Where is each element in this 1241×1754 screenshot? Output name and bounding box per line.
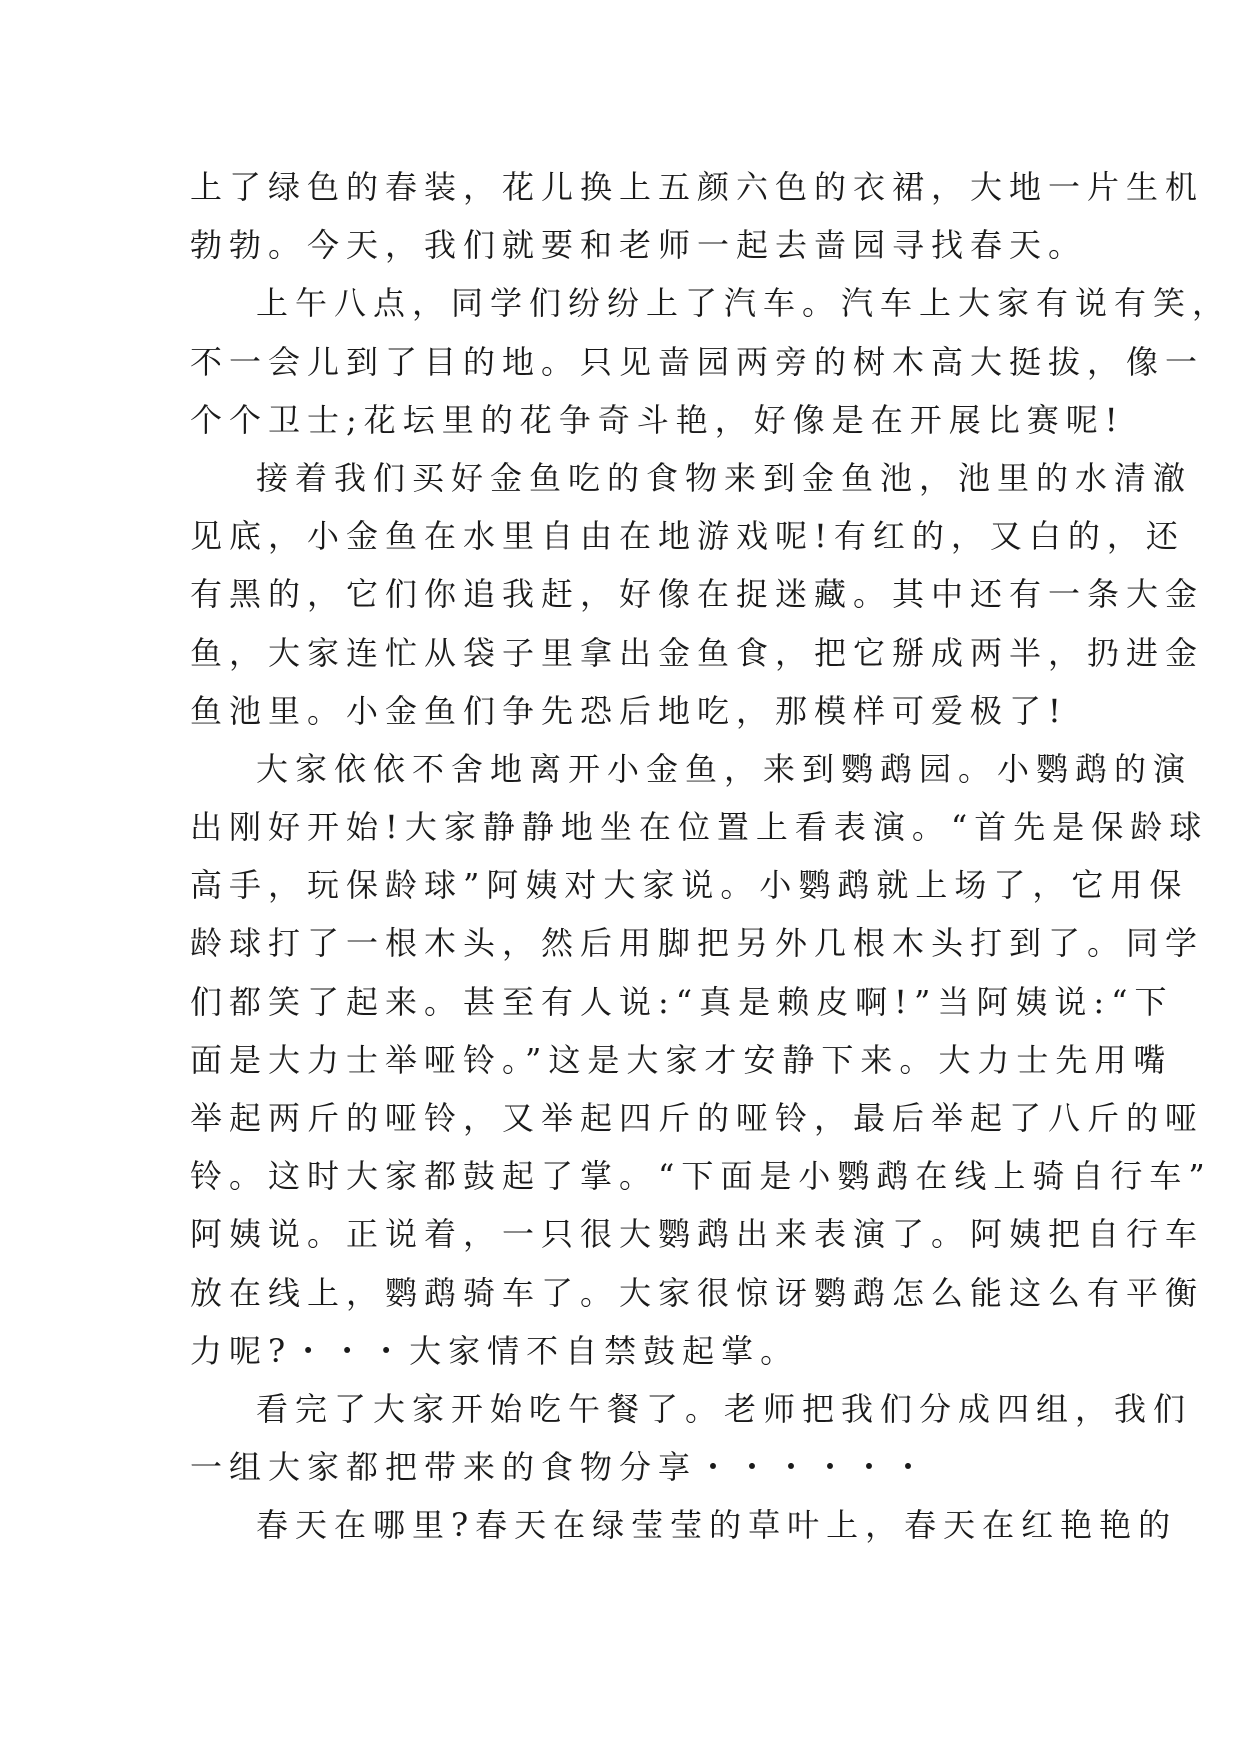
essay-body: [190, 158, 1232, 1555]
text-line: 高手，玩保龄球”阿姨对大家说。小鹦鹉就上场了，它用保: [190, 866, 1189, 905]
text-line: 力呢?・・・大家情不自禁鼓起掌。: [190, 1331, 800, 1370]
paragraph-start-line: 春天在哪里?春天在绿莹莹的草叶上，春天在红艳艳的: [256, 1506, 1178, 1545]
text-line: 们都笑了起来。甚至有人说:“真是赖皮啊!”当阿姨说:“下: [190, 982, 1174, 1021]
text-line: 放在线上，鹦鹉骑车了。大家很惊讶鹦鹉怎么能这么有平衡: [190, 1273, 1205, 1312]
text-line: 面是大力士举哑铃。”这是大家才安静下来。大力士先用嘴: [190, 1040, 1173, 1079]
text-line: 一组大家都把带来的食物分享・・・・・・: [190, 1448, 932, 1487]
text-line: 龄球打了一根木头，然后用脚把另外几根木头打到了。同学: [190, 924, 1205, 963]
text-line: 个个卫士;花坛里的花争奇斗艳，好像是在开展比赛呢!: [190, 400, 1125, 439]
paragraph-start-line: 看完了大家开始吃午餐了。老师把我们分成四组，我们: [256, 1389, 1193, 1428]
text-line: 不一会儿到了目的地。只见啬园两旁的树木高大挺拔，像一: [190, 342, 1205, 381]
text-line: 铃。这时大家都鼓起了掌。“下面是小鹦鹉在线上骑自行车”: [190, 1157, 1212, 1196]
text-line: 见底，小金鱼在水里自由在地游戏呢!有红的，又白的，还: [190, 517, 1185, 556]
text-line: 勃勃。今天，我们就要和老师一起去啬园寻找春天。: [190, 226, 1088, 265]
paragraph-start-line: 上午八点，同学们纷纷上了汽车。汽车上大家有说有笑，: [256, 284, 1232, 323]
text-line: 有黑的，它们你追我赶，好像在捉迷藏。其中还有一条大金: [190, 575, 1205, 614]
text-line: 阿姨说。正说着，一只很大鹦鹉出来表演了。阿姨把自行车: [190, 1215, 1205, 1254]
paragraph-start-line: 接着我们买好金鱼吃的食物来到金鱼池，池里的水清澈: [256, 458, 1193, 497]
paragraph-start-line: 大家依依不舍地离开小金鱼，来到鹦鹉园。小鹦鹉的演: [256, 749, 1193, 788]
text-line: 上了绿色的春装，花儿换上五颜六色的衣裙，大地一片生机: [190, 168, 1205, 206]
text-line: 出刚好开始!大家静静地坐在位置上看表演。“首先是保龄球: [190, 808, 1209, 847]
text-line: 鱼池里。小金鱼们争先恐后地吃，那模样可爱极了!: [190, 691, 1068, 730]
text-line: 举起两斤的哑铃，又举起四斤的哑铃，最后举起了八斤的哑: [190, 1099, 1205, 1137]
text-line: 鱼，大家连忙从袋子里拿出金鱼食，把它掰成两半，扔进金: [190, 633, 1205, 672]
